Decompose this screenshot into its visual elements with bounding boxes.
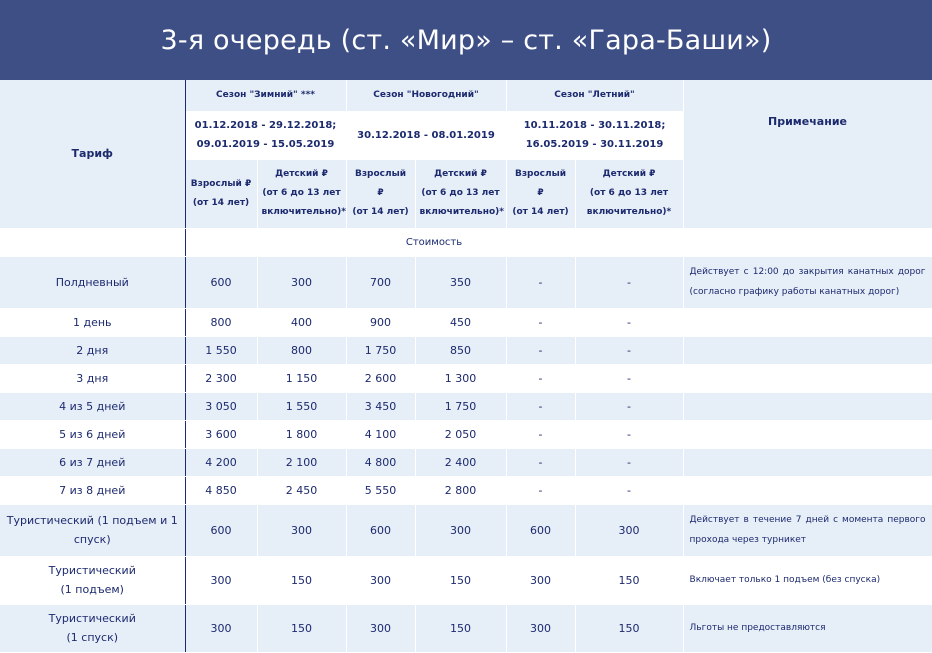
- note-cell: Льготы не предоставляются: [683, 604, 932, 652]
- price-cell: 3 600: [185, 420, 257, 448]
- label-line: Детский ₽: [434, 169, 487, 179]
- label-line: (от 14 лет): [512, 207, 569, 217]
- price-cell: 300: [346, 604, 415, 652]
- price-cell: 3 050: [185, 392, 257, 420]
- price-cell: 2 400: [415, 448, 506, 476]
- tariff-name: 5 из 6 дней: [0, 420, 185, 448]
- label-line: (от 6 до 13 лет: [421, 188, 500, 198]
- table-row: [0, 504, 932, 556]
- table-row: [0, 256, 932, 308]
- table-row: [0, 392, 932, 420]
- price-cell: 4 850: [185, 476, 257, 504]
- label-line: Взрослый ₽: [354, 169, 407, 198]
- price-cell: -: [506, 308, 575, 336]
- price-cell: 2 300: [185, 364, 257, 392]
- price-cell: 4 100: [346, 420, 415, 448]
- adult-label: [185, 159, 257, 228]
- season-dates-line: 10.11.2018 - 30.11.2018;: [523, 120, 666, 131]
- season-dates-line: 30.12.2018 - 08.01.2019: [357, 129, 495, 141]
- price-cell: 600: [185, 504, 257, 556]
- price-cell: 300: [257, 504, 346, 556]
- label-line: Детский ₽: [275, 169, 328, 179]
- tariff-name: 1 день: [0, 308, 185, 336]
- price-cell: 800: [185, 308, 257, 336]
- price-cell: -: [506, 448, 575, 476]
- tariff-name-line: Туристический: [48, 612, 136, 625]
- price-cell: 150: [575, 556, 683, 604]
- price-cell: 4 800: [346, 448, 415, 476]
- tariff-name: Полдневный: [0, 256, 185, 308]
- label-line: Детский ₽: [602, 169, 656, 179]
- note-cell: [683, 448, 932, 476]
- price-cell: -: [575, 420, 683, 448]
- tariff-name: [0, 604, 185, 652]
- tariff-name: 3 дня: [0, 364, 185, 392]
- price-cell: 1 800: [257, 420, 346, 448]
- price-cell: 3 450: [346, 392, 415, 420]
- price-cell: 350: [415, 256, 506, 308]
- price-cell: 300: [257, 256, 346, 308]
- price-cell: 1 750: [346, 336, 415, 364]
- price-cell: 400: [257, 308, 346, 336]
- note-cell: [683, 308, 932, 336]
- price-cell: 850: [415, 336, 506, 364]
- price-cell: -: [575, 476, 683, 504]
- child-label: [575, 159, 683, 228]
- season-header-winter: Сезон "Зимний" ***: [185, 80, 346, 111]
- child-label: [257, 159, 346, 228]
- price-cell: 1 750: [415, 392, 506, 420]
- note-cell: [683, 420, 932, 448]
- table-row: [0, 604, 932, 652]
- price-cell: 300: [185, 556, 257, 604]
- tariff-name: Туристический (1 подъем и 1 спуск): [0, 504, 185, 556]
- price-cell: -: [575, 448, 683, 476]
- price-cell: 2 600: [346, 364, 415, 392]
- price-cell: 900: [346, 308, 415, 336]
- price-cell: 1 150: [257, 364, 346, 392]
- price-cell: -: [575, 308, 683, 336]
- tariff-table: [0, 80, 932, 653]
- price-cell: -: [575, 256, 683, 308]
- tariff-name-line: Туристический: [48, 564, 136, 577]
- price-cell: 150: [257, 556, 346, 604]
- label-line: (от 6 до 13 лет: [589, 188, 669, 198]
- season-header-summer: Сезон "Летний": [506, 80, 683, 111]
- note-cell: [683, 392, 932, 420]
- page-title: 3-я очередь (ст. «Мир» – ст. «Гара-Баши»): [0, 0, 932, 80]
- tariff-name: 4 из 5 дней: [0, 392, 185, 420]
- price-cell: 800: [257, 336, 346, 364]
- label-line: Взрослый ₽: [514, 169, 567, 198]
- tariff-name: 2 дня: [0, 336, 185, 364]
- season-dates-winter: [185, 111, 346, 159]
- tariff-name-line: (1 спуск): [66, 631, 119, 644]
- tariff-name: 7 из 8 дней: [0, 476, 185, 504]
- empty-cell: [683, 228, 932, 256]
- note-cell: [683, 476, 932, 504]
- price-cell: 1 550: [185, 336, 257, 364]
- price-cell: -: [506, 420, 575, 448]
- table-row: [0, 308, 932, 336]
- price-cell: 300: [506, 556, 575, 604]
- price-cell: 600: [506, 504, 575, 556]
- table-row: [0, 476, 932, 504]
- price-cell: 1 550: [257, 392, 346, 420]
- price-cell: 2 100: [257, 448, 346, 476]
- price-cell: -: [506, 364, 575, 392]
- label-line: (от 6 до 13 лет: [262, 188, 341, 198]
- table-row: [0, 448, 932, 476]
- tariff-column-header: Тариф: [0, 80, 185, 228]
- label-line: Взрослый ₽: [190, 178, 252, 189]
- price-cell: 300: [185, 604, 257, 652]
- price-cell: 150: [415, 604, 506, 652]
- price-cell: -: [506, 256, 575, 308]
- label-line: включительно)*: [586, 207, 672, 217]
- note-column-header: Примечание: [683, 80, 932, 228]
- season-dates-newyear: [346, 111, 506, 159]
- tariff-name-line: (1 подъем): [60, 583, 124, 596]
- season-dates-line: 01.12.2018 - 29.12.2018;: [194, 120, 337, 131]
- season-dates-line: 09.01.2019 - 15.05.2019: [196, 139, 335, 150]
- price-cell: 700: [346, 256, 415, 308]
- price-cell: -: [506, 336, 575, 364]
- child-label: [415, 159, 506, 228]
- label-line: (от 14 лет): [192, 197, 250, 208]
- price-cell: 450: [415, 308, 506, 336]
- adult-label: [346, 159, 415, 228]
- price-cell: 2 450: [257, 476, 346, 504]
- price-cell: -: [575, 336, 683, 364]
- price-cell: -: [575, 392, 683, 420]
- table-row: [0, 364, 932, 392]
- price-cell: 300: [506, 604, 575, 652]
- adult-label: [506, 159, 575, 228]
- price-cell: 600: [185, 256, 257, 308]
- price-cell: 300: [346, 556, 415, 604]
- season-dates-line: 16.05.2019 - 30.11.2019: [525, 139, 664, 150]
- price-cell: -: [575, 364, 683, 392]
- price-cell: 5 550: [346, 476, 415, 504]
- table-row: [0, 420, 932, 448]
- cost-label: Стоимость: [185, 228, 683, 256]
- label-line: включительно)*: [419, 207, 504, 217]
- price-cell: 1 300: [415, 364, 506, 392]
- price-cell: 150: [415, 556, 506, 604]
- price-cell: 600: [346, 504, 415, 556]
- note-cell: Включает только 1 подъем (без спуска): [683, 556, 932, 604]
- empty-cell: [0, 228, 185, 256]
- price-cell: 300: [575, 504, 683, 556]
- price-cell: 150: [257, 604, 346, 652]
- note-cell: Действует в течение 7 дней с момента первого прохода через турникет: [683, 504, 932, 556]
- season-header-newyear: Сезон "Новогодний": [346, 80, 506, 111]
- note-cell: Действует с 12:00 до закрытия канатных дорог (согласно графику работы канатных дорог): [683, 256, 932, 308]
- price-cell: -: [506, 476, 575, 504]
- label-line: (от 14 лет): [352, 207, 409, 217]
- price-cell: -: [506, 392, 575, 420]
- price-cell: 300: [415, 504, 506, 556]
- price-cell: 2 050: [415, 420, 506, 448]
- price-cell: 2 800: [415, 476, 506, 504]
- label-line: включительно)*: [261, 207, 346, 217]
- price-cell: 150: [575, 604, 683, 652]
- tariff-name: 6 из 7 дней: [0, 448, 185, 476]
- note-cell: [683, 336, 932, 364]
- tariff-name: [0, 556, 185, 604]
- note-cell: [683, 364, 932, 392]
- table-row: [0, 336, 932, 364]
- table-row: [0, 556, 932, 604]
- season-dates-summer: [506, 111, 683, 159]
- price-cell: 4 200: [185, 448, 257, 476]
